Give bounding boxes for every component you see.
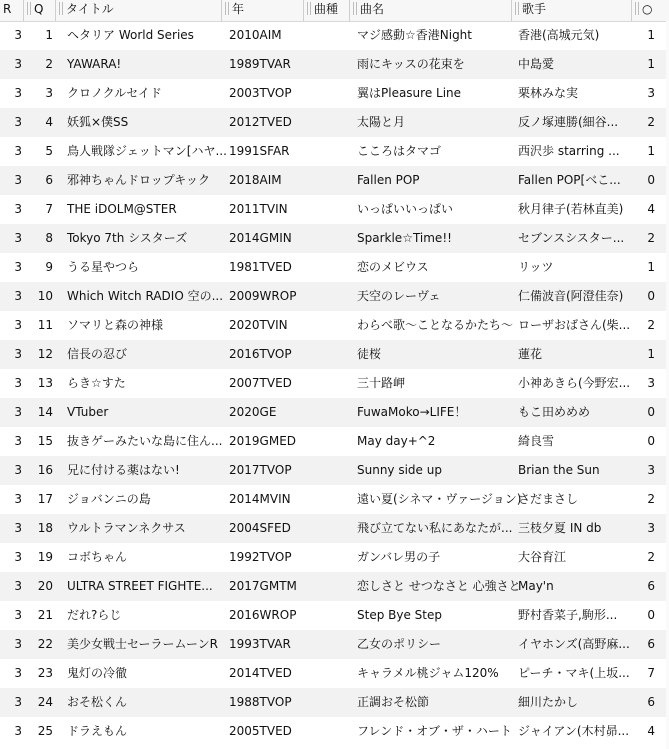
cell-title: ドラえもん xyxy=(67,724,128,738)
cell-r: 3 xyxy=(14,463,22,477)
cell-genre xyxy=(308,601,350,630)
cell-r: 3 xyxy=(14,57,22,71)
cell-year: 2018AIM xyxy=(229,173,282,187)
cell-title: Which Witch RADIO 空の... xyxy=(67,289,224,303)
cell-circle: 1 xyxy=(647,28,655,42)
cell-circle: 2 xyxy=(647,115,655,129)
cell-title: おそ松くん xyxy=(67,695,128,709)
table-row[interactable] xyxy=(0,311,669,340)
cell-r: 3 xyxy=(14,724,22,738)
cell-year: 2007TVED xyxy=(229,376,292,390)
cell-q: 24 xyxy=(37,695,53,709)
cell-year: 1988TVOP xyxy=(229,695,292,709)
cell-year: 2010AIM xyxy=(229,28,282,42)
cell-q: 13 xyxy=(37,376,53,390)
cell-r: 3 xyxy=(14,579,22,593)
cell-circle: 0 xyxy=(647,289,655,303)
cell-q: 17 xyxy=(37,492,53,506)
cell-title: VTuber xyxy=(67,405,109,419)
cell-title: 鳥人戦隊ジェットマン[ハヤ... xyxy=(67,144,227,158)
column-resize-grip[interactable] xyxy=(307,2,311,15)
cell-circle: 0 xyxy=(647,173,655,187)
cell-circle: 0 xyxy=(647,434,655,448)
cell-song: キャラメル桃ジャム120% xyxy=(357,666,499,680)
cell-circle: 3 xyxy=(647,463,655,477)
cell-circle: 0 xyxy=(647,608,655,622)
cell-title: ソマリと森の神様 xyxy=(67,318,164,332)
cell-artist: 三枝夕夏 IN db xyxy=(518,521,602,535)
cell-circle: 2 xyxy=(647,492,655,506)
cell-circle: 1 xyxy=(647,260,655,274)
cell-q: 5 xyxy=(45,144,53,158)
table-row[interactable] xyxy=(0,282,669,311)
cell-genre xyxy=(308,369,350,398)
cell-year: 1991SFAR xyxy=(229,144,290,158)
cell-year: 2019GMED xyxy=(229,434,297,448)
cell-artist: 野村香菜子,駒形... xyxy=(518,608,618,622)
cell-q: 9 xyxy=(45,260,53,274)
cell-r: 3 xyxy=(14,28,22,42)
cell-q: 18 xyxy=(37,521,53,535)
column-header-q[interactable]: Q xyxy=(24,0,56,21)
cell-circle: 2 xyxy=(647,318,655,332)
cell-genre xyxy=(308,50,350,79)
cell-title: 兄に付ける薬はない! xyxy=(67,463,180,477)
cell-genre xyxy=(308,166,350,195)
table-row[interactable] xyxy=(0,659,669,688)
cell-song: 乙女のポリシー xyxy=(357,637,442,651)
cell-artist: 細川たかし xyxy=(518,695,579,709)
cell-genre xyxy=(308,340,350,369)
cell-title: 邪神ちゃんドロップキック xyxy=(67,173,211,187)
cell-genre xyxy=(308,253,350,282)
cell-song: Step Bye Step xyxy=(357,608,442,622)
cell-year: 1989TVAR xyxy=(229,57,291,71)
table-row[interactable] xyxy=(0,79,669,108)
cell-genre xyxy=(308,79,350,108)
cell-r: 3 xyxy=(14,695,22,709)
cell-title: Tokyo 7th シスターズ xyxy=(67,231,188,245)
column-header-genre[interactable]: 曲種 xyxy=(304,0,350,21)
cell-genre xyxy=(308,137,350,166)
cell-r: 3 xyxy=(14,347,22,361)
cell-year: 2017TVOP xyxy=(229,463,292,477)
cell-year: 1981TVED xyxy=(229,260,292,274)
cell-title: 鬼灯の冷徹 xyxy=(67,666,128,680)
cell-circle: 1 xyxy=(647,347,655,361)
cell-year: 2005TVED xyxy=(229,724,292,738)
cell-song: いっぱいいっぱい xyxy=(357,202,454,216)
cell-song: Fallen POP xyxy=(357,173,420,187)
cell-song: 太陽と月 xyxy=(357,115,406,129)
table-row[interactable] xyxy=(0,572,669,601)
cell-title: THE iDOLM@STER xyxy=(67,202,177,216)
cell-r: 3 xyxy=(14,666,22,680)
table-row[interactable] xyxy=(0,543,669,572)
cell-genre xyxy=(308,659,350,688)
table-row[interactable] xyxy=(0,108,669,137)
cell-r: 3 xyxy=(14,637,22,651)
cell-song: Sunny side up xyxy=(357,463,442,477)
cell-r: 3 xyxy=(14,521,22,535)
cell-year: 2017GMTM xyxy=(229,579,297,593)
cell-genre xyxy=(308,514,350,543)
cell-song: 飛び立てない私にあなたが... xyxy=(357,521,513,535)
cell-artist: ピーチ・マキ(上坂... xyxy=(518,666,630,680)
cell-circle: 4 xyxy=(647,724,655,738)
cell-genre xyxy=(308,311,350,340)
cell-genre xyxy=(308,572,350,601)
cell-circle: 0 xyxy=(647,405,655,419)
cell-year: 2012TVED xyxy=(229,115,292,129)
column-resize-grip[interactable] xyxy=(27,2,31,15)
cell-genre xyxy=(308,688,350,717)
cell-year: 1993TVAR xyxy=(229,637,291,651)
cell-artist: 仁備波音(阿澄佳奈) xyxy=(518,289,624,303)
cell-q: 19 xyxy=(37,550,53,564)
cell-q: 4 xyxy=(45,115,53,129)
cell-year: 2020GE xyxy=(229,405,277,419)
cell-title: コボちゃん xyxy=(67,550,128,564)
cell-circle: 7 xyxy=(647,666,655,680)
cell-genre xyxy=(308,456,350,485)
cell-song: 遠い夏(シネマ・ヴァージョン) xyxy=(357,492,522,506)
table-row[interactable] xyxy=(0,21,669,50)
cell-song: フレンド・オブ・ザ・ハート xyxy=(357,724,512,738)
column-resize-grip[interactable] xyxy=(59,2,63,15)
cell-genre xyxy=(308,398,350,427)
cell-year: 2003TVOP xyxy=(229,86,292,100)
table-row[interactable] xyxy=(0,137,669,166)
cell-q: 10 xyxy=(37,289,53,303)
cell-artist: 蓮花 xyxy=(518,347,543,361)
cell-artist: May'n xyxy=(518,579,554,593)
cell-title: ジョバンニの島 xyxy=(67,492,151,506)
cell-r: 3 xyxy=(14,231,22,245)
table-row[interactable] xyxy=(0,369,669,398)
cell-circle: 6 xyxy=(647,695,655,709)
column-header-song[interactable]: 曲名 xyxy=(350,0,512,21)
column-header-year[interactable]: 年 xyxy=(222,0,304,21)
cell-year: 2014MVIN xyxy=(229,492,291,506)
cell-circle: 6 xyxy=(647,637,655,651)
column-header-title[interactable]: タイトル xyxy=(56,0,222,21)
cell-q: 7 xyxy=(45,202,53,216)
cell-title: 信長の忍び xyxy=(67,347,128,361)
cell-artist: 西沢歩 starring ... xyxy=(518,144,620,158)
cell-r: 3 xyxy=(14,289,22,303)
cell-artist: リッツ xyxy=(518,260,554,274)
cell-genre xyxy=(308,282,350,311)
column-header-r[interactable]: R xyxy=(0,0,24,21)
cell-r: 3 xyxy=(14,608,22,622)
column-resize-grip[interactable] xyxy=(635,2,639,15)
cell-q: 2 xyxy=(45,57,53,71)
cell-genre xyxy=(308,224,350,253)
cell-circle: 1 xyxy=(647,144,655,158)
cell-year: 1992TVOP xyxy=(229,550,292,564)
cell-song: 正調おそ松節 xyxy=(357,695,430,709)
cell-q: 1 xyxy=(45,28,53,42)
cell-year: 2011TVIN xyxy=(229,202,288,216)
cell-q: 25 xyxy=(37,724,53,738)
table-body xyxy=(0,21,669,746)
cell-circle: 2 xyxy=(647,550,655,564)
cell-circle: 3 xyxy=(647,86,655,100)
cell-title: ウルトラマンネクサス xyxy=(67,521,186,535)
cell-artist: Fallen POP[ベこ... xyxy=(518,173,621,187)
cell-year: 2014GMIN xyxy=(229,231,292,245)
cell-genre xyxy=(308,485,350,514)
cell-genre xyxy=(308,543,350,572)
cell-song: こころはタマゴ xyxy=(357,144,442,158)
cell-song: わらべ歌～ことなるかたち～ xyxy=(357,318,514,332)
cell-song: 徒桜 xyxy=(357,347,382,361)
cell-song: 天空のレーヴェ xyxy=(357,289,441,303)
cell-song: 雨にキッスの花束を xyxy=(357,57,465,71)
table-row[interactable] xyxy=(0,50,669,79)
table-row[interactable] xyxy=(0,166,669,195)
cell-r: 3 xyxy=(14,318,22,332)
cell-circle: 3 xyxy=(647,376,655,390)
table-row[interactable] xyxy=(0,340,669,369)
cell-title: だれ?らじ xyxy=(67,608,122,622)
cell-song: 三十路岬 xyxy=(357,376,406,390)
table-row[interactable] xyxy=(0,485,669,514)
cell-q: 20 xyxy=(37,579,53,593)
table-row[interactable] xyxy=(0,688,669,717)
table-row[interactable] xyxy=(0,601,669,630)
cell-q: 16 xyxy=(37,463,53,477)
cell-title: クロノクルセイド xyxy=(67,86,162,100)
cell-r: 3 xyxy=(14,405,22,419)
table-header xyxy=(0,0,669,22)
cell-title: YAWARA! xyxy=(67,57,122,71)
cell-song: 翼はPleasure Line xyxy=(357,86,462,100)
cell-circle: 6 xyxy=(647,579,655,593)
cell-genre xyxy=(308,717,350,746)
cell-q: 6 xyxy=(45,173,53,187)
cell-r: 3 xyxy=(14,86,22,100)
cell-title: らき☆すた xyxy=(67,376,126,390)
cell-q: 8 xyxy=(45,231,53,245)
cell-artist: ジャイアン(木村昴... xyxy=(518,724,630,738)
table-row[interactable] xyxy=(0,427,669,456)
table-row[interactable] xyxy=(0,456,669,485)
cell-r: 3 xyxy=(14,492,22,506)
column-resize-grip[interactable] xyxy=(225,2,229,15)
cell-genre xyxy=(308,427,350,456)
cell-r: 3 xyxy=(14,115,22,129)
cell-year: 2016TVOP xyxy=(229,347,292,361)
cell-artist: 反ノ塚連勝(細谷... xyxy=(518,115,619,129)
cell-circle: 4 xyxy=(647,202,655,216)
cell-r: 3 xyxy=(14,144,22,158)
cell-genre xyxy=(308,630,350,659)
cell-genre xyxy=(308,195,350,224)
cell-year: 2020TVIN xyxy=(229,318,288,332)
cell-title: 美少女戦士セーラームーンR xyxy=(67,637,219,651)
cell-artist: 小神あきら(今野宏... xyxy=(518,376,631,390)
cell-q: 23 xyxy=(37,666,53,680)
cell-artist: さだまさし xyxy=(518,492,579,506)
cell-title: ヘタリア World Series xyxy=(67,28,194,42)
cell-artist: 香港(高城元気) xyxy=(518,28,600,42)
cell-title: 抜きゲーみたいな島に住ん... xyxy=(67,434,223,448)
cell-song: ガンバレ男の子 xyxy=(357,550,441,564)
cell-title: ULTRA STREET FIGHTE... xyxy=(67,579,213,593)
cell-artist: 秋月律子(若林直美) xyxy=(518,202,624,216)
cell-song: May day+^2 xyxy=(357,434,436,448)
cell-q: 15 xyxy=(37,434,53,448)
table-row[interactable] xyxy=(0,630,669,659)
cell-year: 2004SFED xyxy=(229,521,291,535)
cell-q: 22 xyxy=(37,637,53,651)
cell-r: 3 xyxy=(14,376,22,390)
cell-artist: 綺良雪 xyxy=(518,434,555,448)
cell-r: 3 xyxy=(14,173,22,187)
cell-r: 3 xyxy=(14,434,22,448)
cell-q: 11 xyxy=(37,318,53,332)
cell-genre xyxy=(308,21,350,50)
cell-artist: セブンスシスター... xyxy=(518,231,625,245)
column-header-artist[interactable]: 歌手 xyxy=(512,0,632,21)
table-row[interactable] xyxy=(0,224,669,253)
cell-artist: Brian the Sun xyxy=(518,463,600,477)
cell-q: 3 xyxy=(45,86,53,100)
cell-song: FuwaMoko→LIFE！ xyxy=(357,405,467,419)
cell-genre xyxy=(308,108,350,137)
cell-r: 3 xyxy=(14,260,22,274)
cell-r: 3 xyxy=(14,202,22,216)
column-header-circle[interactable]: ○ xyxy=(632,0,669,21)
cell-title: 妖狐×僕SS xyxy=(67,115,129,129)
cell-year: 2009WROP xyxy=(229,289,297,303)
cell-song: Sparkle☆Time!! xyxy=(357,231,452,245)
cell-circle: 2 xyxy=(647,231,655,245)
cell-circle: 1 xyxy=(647,57,655,71)
cell-q: 21 xyxy=(37,608,53,622)
column-resize-grip[interactable] xyxy=(515,2,519,15)
cell-song: 恋しさと せつなさと 心強さと xyxy=(357,579,521,593)
cell-artist: もこ田めめめ xyxy=(518,405,591,419)
cell-r: 3 xyxy=(14,550,22,564)
cell-artist: イヤホンズ(高野麻... xyxy=(518,637,630,651)
table-row[interactable] xyxy=(0,195,669,224)
cell-artist: 大谷育江 xyxy=(518,550,567,564)
cell-q: 14 xyxy=(37,405,53,419)
cell-artist: 中島愛 xyxy=(518,57,555,71)
table-row[interactable] xyxy=(0,717,669,746)
cell-title: うる星やつら xyxy=(67,260,140,274)
cell-year: 2016WROP xyxy=(229,608,297,622)
table-row[interactable] xyxy=(0,514,669,543)
cell-year: 2014TVED xyxy=(229,666,292,680)
cell-q: 12 xyxy=(37,347,53,361)
table-row[interactable] xyxy=(0,253,669,282)
cell-song: 恋のメビウス xyxy=(357,260,429,274)
cell-song: マジ感動☆香港Night xyxy=(357,28,472,42)
cell-artist: ローザおばさん(柴... xyxy=(518,318,631,332)
cell-artist: 栗林みな実 xyxy=(518,86,579,100)
cell-circle: 3 xyxy=(647,521,655,535)
table-row[interactable] xyxy=(0,398,669,427)
column-resize-grip[interactable] xyxy=(353,2,357,15)
